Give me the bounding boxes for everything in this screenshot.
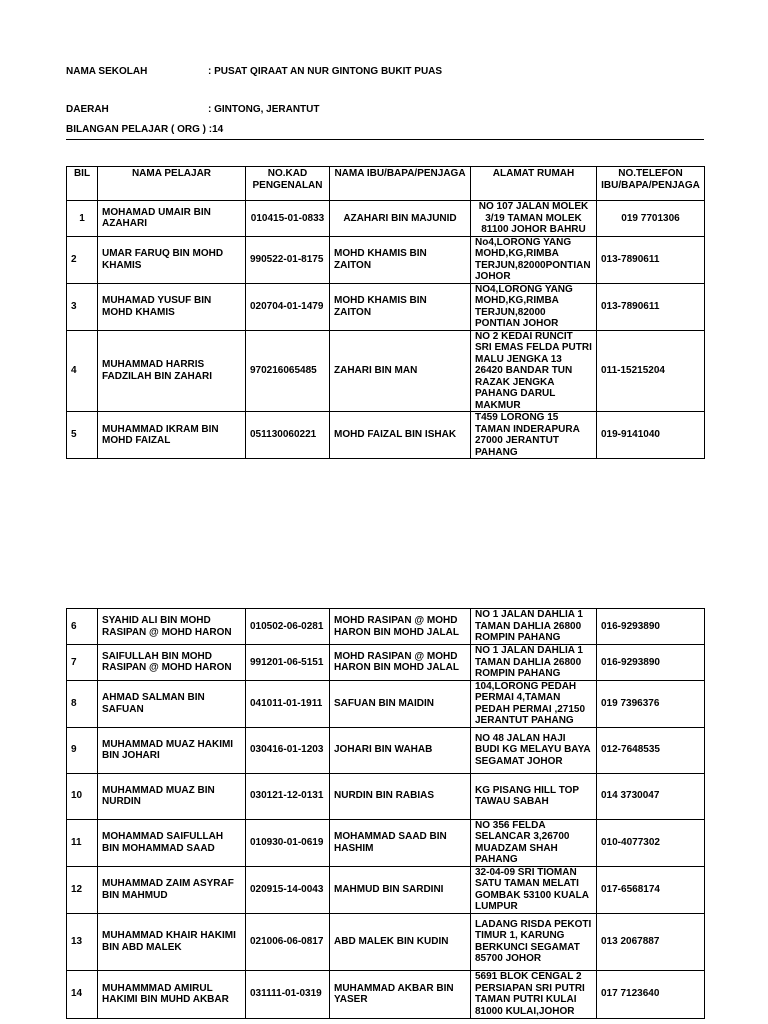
school-label: NAMA SEKOLAH <box>66 66 148 77</box>
cell-name: SYAHID ALI BIN MOHD RASIPAN @ MOHD HARON <box>98 609 246 645</box>
cell-phone: 010-4077302 <box>597 819 705 866</box>
cell-address: 104,LORONG PEDAH PERMAI 4,TAMAN PEDAH PERMAI ,27150 JERANTUT PAHANG <box>471 680 597 727</box>
cell-bil: 7 <box>67 645 98 681</box>
cell-ic: 030121-12-0131 <box>246 773 330 819</box>
table-row <box>67 913 705 970</box>
table-row <box>67 283 705 330</box>
table-row <box>67 773 705 819</box>
cell-parent: MOHD RASIPAN @ MOHD HARON BIN MOHD JALAL <box>330 645 471 681</box>
student-table-page-1 <box>66 166 705 459</box>
col-header-phone: NO.TELEFON IBU/BAPA/PENJAGA <box>597 167 705 201</box>
table-row <box>67 201 705 237</box>
table-row <box>67 330 705 412</box>
cell-name: MUHAMMAD ZAIM ASYRAF BIN MAHMUD <box>98 866 246 913</box>
cell-ic: 010415-01-0833 <box>246 201 330 237</box>
cell-ic: 010930-01-0619 <box>246 819 330 866</box>
cell-name: UMAR FARUQ BIN MOHD KHAMIS <box>98 236 246 283</box>
cell-ic: 010502-06-0281 <box>246 609 330 645</box>
col-header-bil: BIL <box>67 167 98 201</box>
cell-address: NO 2 KEDAI RUNCIT SRI EMAS FELDA PUTRI MALU JENGKA 13 26420 BANDAR TUN RAZAK JENGKA PAHANG DARUL MAKMUR <box>471 330 597 412</box>
student-count-label: BILANGAN PELAJAR ( ORG ) :14 <box>66 124 224 135</box>
cell-phone: 016-9293890 <box>597 645 705 681</box>
col-header-name: NAMA PELAJAR <box>98 167 246 201</box>
cell-phone: 013-7890611 <box>597 236 705 283</box>
cell-parent: JOHARI BIN WAHAB <box>330 727 471 773</box>
cell-bil: 8 <box>67 680 98 727</box>
cell-parent: MOHAMMAD SAAD BIN HASHIM <box>330 819 471 866</box>
cell-ic: 051130060221 <box>246 412 330 459</box>
cell-bil: 13 <box>67 913 98 970</box>
district-label: DAERAH <box>66 104 109 115</box>
cell-parent: MAHMUD BIN SARDINI <box>330 866 471 913</box>
cell-bil: 4 <box>67 330 98 412</box>
cell-address: No4,LORONG YANG MOHD,KG,RIMBA TERJUN,82000PONTIAN JOHOR <box>471 236 597 283</box>
cell-ic: 990522-01-8175 <box>246 236 330 283</box>
cell-address: NO 48 JALAN HAJI BUDI KG MELAYU BAYA SEGAMAT JOHOR <box>471 727 597 773</box>
cell-bil: 10 <box>67 773 98 819</box>
cell-address: 5691 BLOK CENGAL 2 PERSIAPAN SRI PUTRI TAMAN PUTRI KULAI 81000 KULAI,JOHOR <box>471 970 597 1018</box>
cell-phone: 011-15215204 <box>597 330 705 412</box>
cell-address: T459 LORONG 15 TAMAN INDERAPURA 27000 JERANTUT PAHANG <box>471 412 597 459</box>
cell-ic: 021006-06-0817 <box>246 913 330 970</box>
table-row <box>67 727 705 773</box>
student-table-page-2 <box>66 608 705 1019</box>
cell-address: NO 1 JALAN DAHLIA 1 TAMAN DAHLIA 26800 ROMPIN PAHANG <box>471 645 597 681</box>
cell-address: NO4,LORONG YANG MOHD,KG,RIMBA TERJUN,82000 PONTIAN JOHOR <box>471 283 597 330</box>
col-header-parent: NAMA IBU/BAPA/PENJAGA <box>330 167 471 201</box>
cell-bil: 12 <box>67 866 98 913</box>
cell-name: MOHAMMAD SAIFULLAH BIN MOHAMMAD SAAD <box>98 819 246 866</box>
cell-bil: 9 <box>67 727 98 773</box>
cell-phone: 019 7701306 <box>597 201 705 237</box>
cell-parent: ZAHARI BIN MAN <box>330 330 471 412</box>
cell-phone: 014 3730047 <box>597 773 705 819</box>
cell-ic: 030416-01-1203 <box>246 727 330 773</box>
cell-parent: MOHD FAIZAL BIN ISHAK <box>330 412 471 459</box>
cell-ic: 031111-01-0319 <box>246 970 330 1018</box>
cell-phone: 017 7123640 <box>597 970 705 1018</box>
cell-parent: MOHD RASIPAN @ MOHD HARON BIN MOHD JALAL <box>330 609 471 645</box>
cell-phone: 013-7890611 <box>597 283 705 330</box>
cell-ic: 041011-01-1911 <box>246 680 330 727</box>
cell-phone: 019 7396376 <box>597 680 705 727</box>
cell-parent: AZAHARI BIN MAJUNID <box>330 201 471 237</box>
cell-name: MUHAMMAD MUAZ BIN NURDIN <box>98 773 246 819</box>
col-header-ic: NO.KAD PENGENALAN <box>246 167 330 201</box>
table-header-row <box>67 167 705 201</box>
table-row <box>67 819 705 866</box>
cell-parent: NURDIN BIN RABIAS <box>330 773 471 819</box>
cell-address: NO 356 FELDA SELANCAR 3,26700 MUADZAM SHAH PAHANG <box>471 819 597 866</box>
table-row <box>67 609 705 645</box>
cell-name: MUHAMMMAD AMIRUL HAKIMI BIN MUHD AKBAR <box>98 970 246 1018</box>
cell-ic: 020704-01-1479 <box>246 283 330 330</box>
cell-address: LADANG RISDA PEKOTI TIMUR 1, KARUNG BERKUNCI SEGAMAT 85700 JOHOR <box>471 913 597 970</box>
table-row <box>67 236 705 283</box>
cell-ic: 020915-14-0043 <box>246 866 330 913</box>
cell-name: MOHAMAD UMAIR BIN AZAHARI <box>98 201 246 237</box>
table-row <box>67 866 705 913</box>
cell-name: MUHAMMAD KHAIR HAKIMI BIN ABD MALEK <box>98 913 246 970</box>
table-row <box>67 645 705 681</box>
cell-name: MUHAMMAD HARRIS FADZILAH BIN ZAHARI <box>98 330 246 412</box>
cell-name: MUHAMAD YUSUF BIN MOHD KHAMIS <box>98 283 246 330</box>
cell-bil: 5 <box>67 412 98 459</box>
table-row <box>67 412 705 459</box>
cell-address: 32-04-09 SRI TIOMAN SATU TAMAN MELATI GOMBAK 53100 KUALA LUMPUR <box>471 866 597 913</box>
col-header-address: ALAMAT RUMAH <box>471 167 597 201</box>
district-value: : GINTONG, JERANTUT <box>208 104 320 115</box>
cell-bil: 3 <box>67 283 98 330</box>
header-divider <box>66 139 704 140</box>
cell-bil: 1 <box>67 201 98 237</box>
cell-name: AHMAD SALMAN BIN SAFUAN <box>98 680 246 727</box>
cell-phone: 019-9141040 <box>597 412 705 459</box>
cell-bil: 2 <box>67 236 98 283</box>
cell-address: NO 1 JALAN DAHLIA 1 TAMAN DAHLIA 26800 ROMPIN PAHANG <box>471 609 597 645</box>
cell-phone: 016-9293890 <box>597 609 705 645</box>
cell-parent: ABD MALEK BIN KUDIN <box>330 913 471 970</box>
cell-phone: 013 2067887 <box>597 913 705 970</box>
cell-parent: SAFUAN BIN MAIDIN <box>330 680 471 727</box>
cell-ic: 970216065485 <box>246 330 330 412</box>
cell-parent: MUHAMMAD AKBAR BIN YASER <box>330 970 471 1018</box>
cell-name: MUHAMMAD IKRAM BIN MOHD FAIZAL <box>98 412 246 459</box>
table-row <box>67 970 705 1018</box>
cell-name: MUHAMMAD MUAZ HAKIMI BIN JOHARI <box>98 727 246 773</box>
cell-name: SAIFULLAH BIN MOHD RASIPAN @ MOHD HARON <box>98 645 246 681</box>
cell-address: KG PISANG HILL TOP TAWAU SABAH <box>471 773 597 819</box>
cell-phone: 012-7648535 <box>597 727 705 773</box>
cell-parent: MOHD KHAMIS BIN ZAITON <box>330 283 471 330</box>
cell-bil: 6 <box>67 609 98 645</box>
cell-phone: 017-6568174 <box>597 866 705 913</box>
cell-parent: MOHD KHAMIS BIN ZAITON <box>330 236 471 283</box>
cell-bil: 14 <box>67 970 98 1018</box>
cell-address: NO 107 JALAN MOLEK 3/19 TAMAN MOLEK 81100 JOHOR BAHRU <box>471 201 597 237</box>
table-row <box>67 680 705 727</box>
school-value: : PUSAT QIRAAT AN NUR GINTONG BUKIT PUAS <box>208 66 443 77</box>
cell-ic: 991201-06-5151 <box>246 645 330 681</box>
cell-bil: 11 <box>67 819 98 866</box>
